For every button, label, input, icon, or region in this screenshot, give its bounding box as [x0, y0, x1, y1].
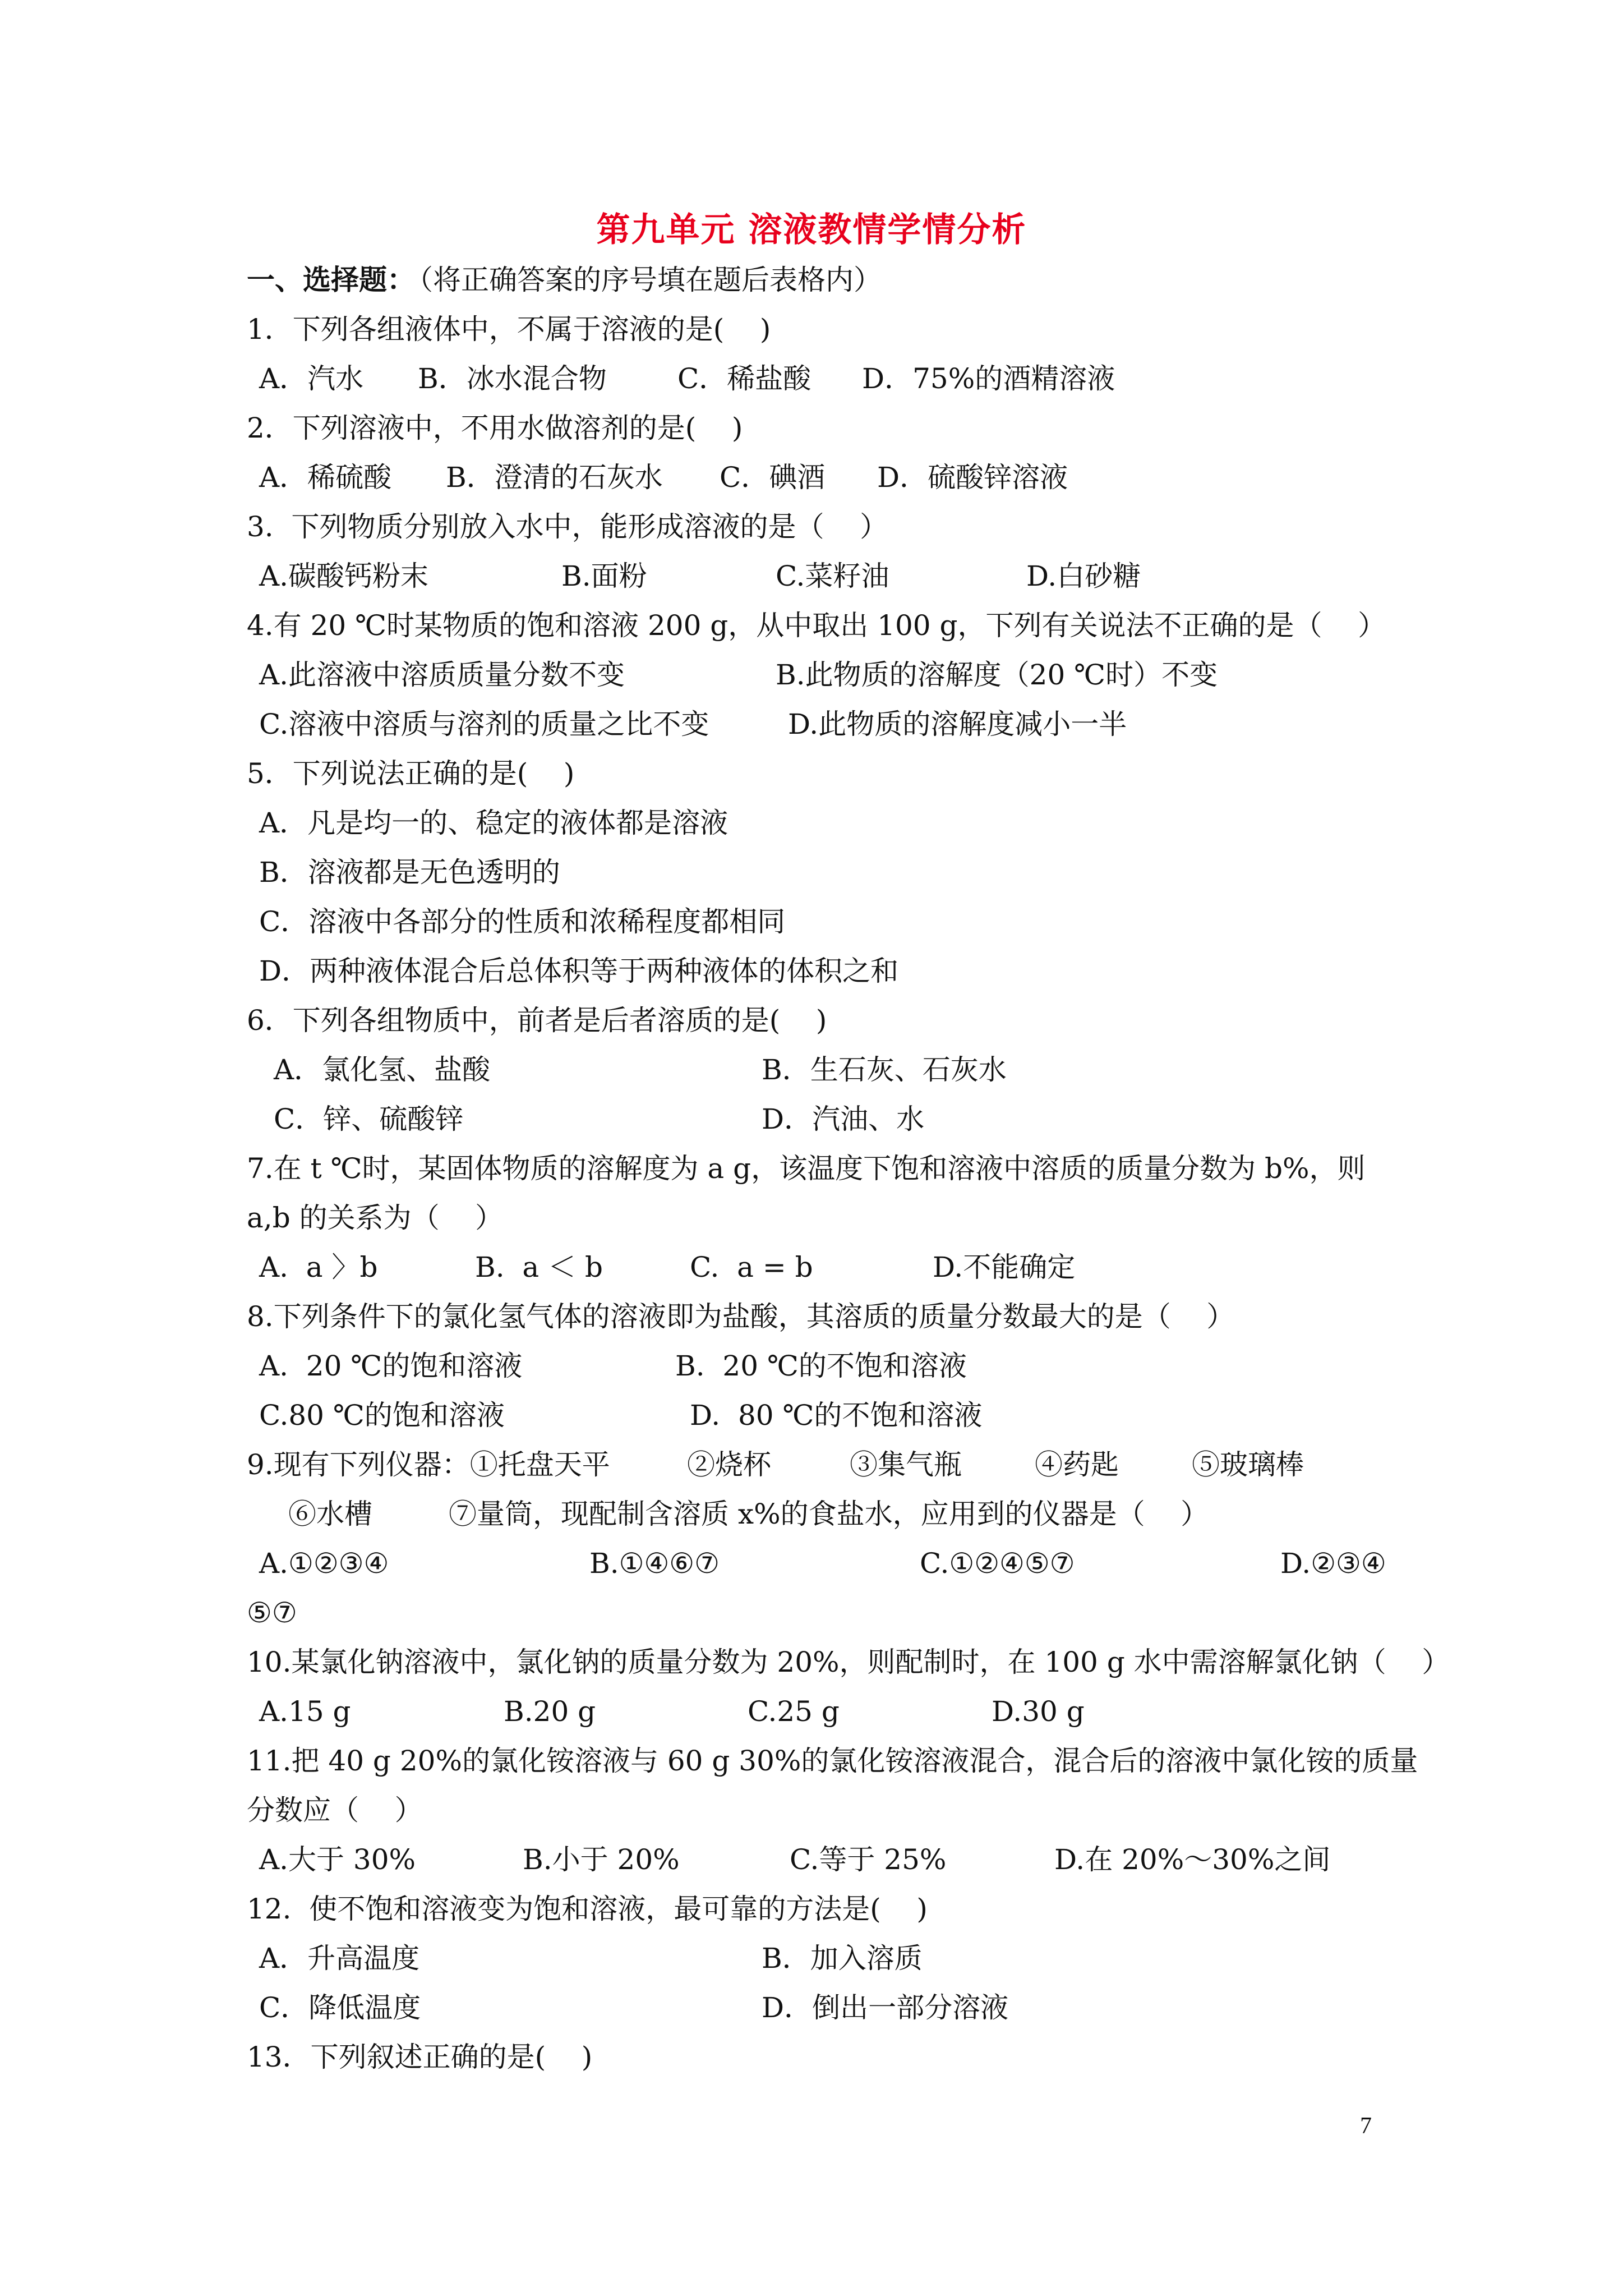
option-b: B.面粉 [561, 560, 647, 592]
option-d: D.白砂糖 [1026, 560, 1141, 592]
option-b: B. a ＜ b [475, 1251, 603, 1283]
option-d: D．汽油、水 [762, 1103, 925, 1135]
option-a: A.碳酸钙粉末 [259, 560, 429, 592]
options-row [0, 1687, 1623, 1736]
question-11-stem-cont: 分数应（ ） [247, 1794, 423, 1826]
option-a: A．升高温度 [259, 1942, 420, 1975]
options-row [0, 1983, 1623, 2032]
option-c: C. a = b [690, 1251, 813, 1283]
section-instruction: （将正确答案的序号填在题后表格内） [405, 264, 882, 296]
options-row [0, 453, 1623, 502]
instrument-item: ⑥水槽 [288, 1498, 372, 1530]
options-row [0, 700, 1623, 749]
option-b: B．加入溶质 [762, 1942, 923, 1975]
question-stem-continued [0, 1489, 1623, 1539]
question-stem [0, 1884, 1623, 1934]
option-d: D．倒出一部分溶液 [762, 1991, 1009, 2024]
option-d: D.30 g [992, 1695, 1085, 1728]
question-stem [0, 2032, 1623, 2082]
option-b: B.此物质的溶解度（20 ℃时）不变 [776, 659, 1218, 691]
option-b: B.20 g [504, 1695, 596, 1728]
option-c: C.溶液中溶质与溶剂的质量之比不变 [259, 708, 709, 740]
question-7-stem-cont: a,b 的关系为（ ） [247, 1202, 504, 1234]
option-d: D．两种液体混合后总体积等于两种液体的体积之和 [259, 955, 899, 987]
option-b: B.小于 20% [523, 1843, 680, 1876]
question-11-stem: 11.把 40 g 20%的氯化铵溶液与 60 g 30%的氯化铵溶液混合，混合后的溶液中氯化铵的质量 [247, 1745, 1418, 1777]
options-row [0, 1934, 1623, 1983]
option-d: D.在 20%～30%之间 [1054, 1843, 1331, 1876]
options-row [0, 1243, 1623, 1292]
option-a: A.①②③④ [259, 1547, 389, 1580]
question-stem [0, 1637, 1623, 1687]
option-c: C．锌、硫酸锌 [274, 1103, 464, 1135]
option-d-wrap: ⑤⑦ [247, 1596, 297, 1629]
question-stem [0, 1292, 1623, 1341]
section-heading-line [0, 255, 1623, 305]
options-row [0, 1045, 1623, 1094]
question-2-stem: 2．下列溶液中，不用水做溶剂的是( ) [247, 412, 743, 444]
question-stem [0, 305, 1623, 354]
options-row [0, 1341, 1623, 1391]
option-a: A．凡是均一的、稳定的液体都是溶液 [259, 807, 728, 839]
option-a: A．氯化氢、盐酸 [274, 1053, 491, 1086]
option-a: A．稀硫酸 [259, 461, 392, 494]
question-8-stem: 8.下列条件下的氯化氢气体的溶液即为盐酸，其溶质的质量分数最大的是（ ） [247, 1300, 1235, 1333]
instrument-item: ②烧杯 [687, 1448, 771, 1481]
option-a: A.此溶液中溶质质量分数不变 [259, 659, 625, 691]
option-a: A.15 g [259, 1695, 351, 1728]
page-number: 7 [1360, 2113, 1372, 2139]
question-stem [0, 502, 1623, 551]
option-b: B. 20 ℃的不饱和溶液 [675, 1350, 967, 1382]
option-d: D.此物质的溶解度减小一半 [788, 708, 1127, 740]
option-d: D.②③④ [1280, 1547, 1386, 1580]
question-9-stem: 9.现有下列仪器：①托盘天平 [247, 1448, 610, 1481]
question-13-stem: 13．下列叙述正确的是( ) [247, 2041, 593, 2073]
question-1-stem: 1．下列各组液体中，不属于溶液的是( ) [247, 313, 771, 346]
instrument-item: ④药匙 [1035, 1448, 1119, 1481]
option-c: C.等于 25% [790, 1843, 947, 1876]
section-heading: 一、选择题： [247, 264, 415, 296]
option-b: B．生石灰、石灰水 [762, 1053, 1007, 1086]
option-d: D. 80 ℃的不饱和溶液 [690, 1399, 983, 1432]
option-b: B.①④⑥⑦ [589, 1547, 720, 1580]
question-stem [0, 1144, 1623, 1193]
options-row [0, 650, 1623, 700]
option-d: D．75%的酒精溶液 [862, 362, 1115, 395]
question-stem [0, 1440, 1623, 1489]
option-b: B．冰水混合物 [418, 362, 607, 395]
question-stem [0, 403, 1623, 453]
question-stem [0, 996, 1623, 1045]
option-a: A．汽水 [259, 362, 364, 395]
question-stem-continued [0, 1786, 1623, 1835]
option-a: A. a 〉b [259, 1251, 378, 1283]
question-stem [0, 1736, 1623, 1786]
question-6-stem: 6．下列各组物质中，前者是后者溶质的是( ) [247, 1004, 827, 1037]
options-row [0, 551, 1623, 601]
question-stem-continued [0, 1193, 1623, 1243]
instrument-item: ⑤玻璃棒 [1192, 1448, 1304, 1481]
option-c: C.菜籽油 [776, 560, 889, 592]
option-c: C.80 ℃的饱和溶液 [259, 1399, 505, 1432]
question-stem [0, 749, 1623, 798]
options-row [0, 354, 1623, 403]
option-a: A.大于 30% [259, 1843, 416, 1876]
option-line [0, 946, 1623, 996]
option-c: C.25 g [748, 1695, 840, 1728]
option-line [0, 897, 1623, 946]
options-row [0, 1094, 1623, 1144]
option-c: C．碘酒 [720, 461, 826, 494]
options-row [0, 1835, 1623, 1884]
question-12-stem: 12. 使不饱和溶液变为饱和溶液，最可靠的方法是( ) [247, 1893, 928, 1925]
option-c: C.①②④⑤⑦ [920, 1547, 1075, 1580]
option-a: A. 20 ℃的饱和溶液 [259, 1350, 523, 1382]
question-4-stem: 4.有 20 ℃时某物质的饱和溶液 200 g，从中取出 100 g，下列有关说法不正确的是（ ） [247, 609, 1386, 642]
option-d: D.不能确定 [933, 1251, 1076, 1283]
question-7-stem: 7.在 t ℃时，某固体物质的溶解度为 a g，该温度下饱和溶液中溶质的质量分数为 b%，则 [247, 1152, 1366, 1185]
question-5-stem: 5．下列说法正确的是( ) [247, 757, 575, 790]
question-9-stem-cont: ⑦量筒，现配制含溶质 x%的食盐水，应用到的仪器是（ ） [449, 1498, 1209, 1530]
option-c: C．溶液中各部分的性质和浓稀程度都相同 [259, 905, 786, 938]
option-line [0, 798, 1623, 848]
option-b: B．溶液都是无色透明的 [259, 856, 560, 889]
question-3-stem: 3. 下列物质分别放入水中，能形成溶液的是（ ） [247, 510, 888, 543]
instrument-item: ③集气瓶 [850, 1448, 962, 1481]
question-stem [0, 601, 1623, 650]
question-10-stem: 10.某氯化钠溶液中，氯化钠的质量分数为 20%，则配制时，在 100 g 水中需溶解氯化钠（ ） [247, 1646, 1450, 1678]
option-c: C．稀盐酸 [677, 362, 811, 395]
option-d: D．硫酸锌溶液 [877, 461, 1068, 494]
option-b: B．澄清的石灰水 [446, 461, 663, 494]
options-row [0, 1391, 1623, 1440]
option-line [0, 848, 1623, 897]
options-row [0, 1539, 1623, 1588]
option-wrap-line [0, 1588, 1623, 1637]
option-c: C．降低温度 [259, 1991, 421, 2024]
page-title: 第九单元 溶液教情学情分析 [596, 210, 1027, 250]
